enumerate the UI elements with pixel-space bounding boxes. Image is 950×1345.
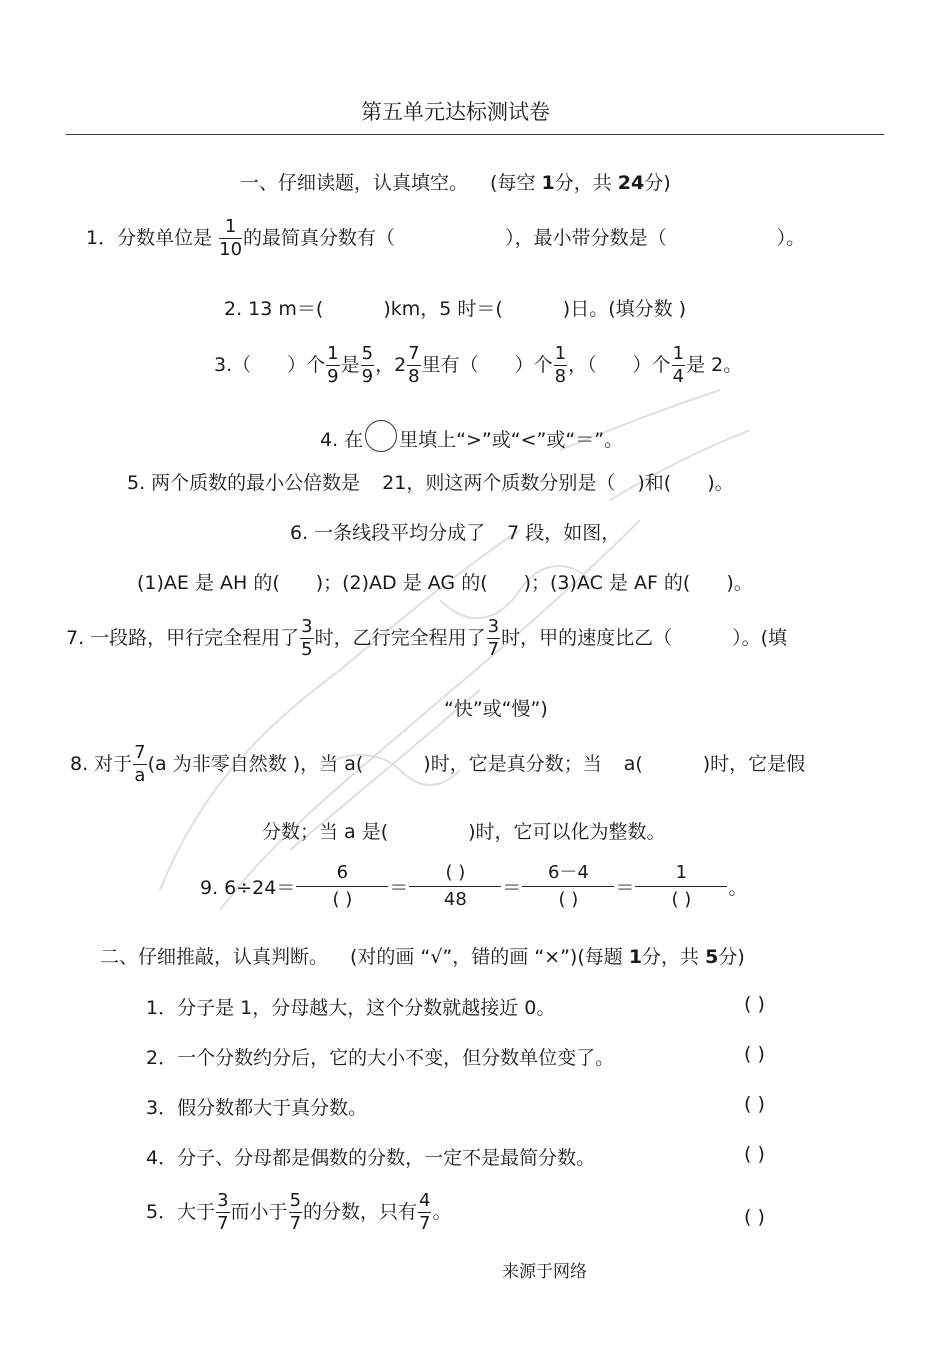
q9-fraction-1 (296, 864, 388, 909)
q3-fraction-5 (672, 345, 685, 386)
section1-points-open: (每空 (490, 172, 536, 194)
q3-t3: 是 (340, 354, 360, 376)
q7-t3: 时，甲的速度比乙（ (501, 627, 673, 649)
q9-fraction-2 (409, 864, 501, 909)
q3-fraction-4 (554, 345, 567, 386)
q3-f5-num: 1 (672, 343, 685, 364)
question-6-line-2 (137, 568, 753, 595)
question-5 (127, 468, 734, 495)
q9-f2-den: 48 (443, 889, 467, 910)
judge-item-5 (146, 1192, 452, 1233)
q4-t2: 里填上“>”或“<”或“＝”。 (399, 429, 624, 451)
q9-f3-den: ( ) (558, 889, 579, 910)
q2-text-1: 2. 13 m＝( (224, 298, 324, 320)
question-2 (224, 294, 686, 321)
q1-text-a: 的最简真分数有（ (243, 227, 396, 249)
j5-f1-den: 7 (217, 1213, 229, 1234)
q6-line2d: )。 (726, 572, 753, 594)
q3-f5-den: 4 (672, 366, 685, 387)
question-6-line-1 (290, 518, 620, 545)
q7-f1-num: 3 (301, 616, 313, 637)
q9-f4-den: ( ) (671, 889, 692, 910)
q9-eq-3: ＝ (615, 877, 635, 899)
section1-points-close: 分) (644, 172, 671, 194)
q3-t9: 是 2。 (686, 354, 743, 376)
q5-t2: 21，则这两个质数分别是（ (382, 472, 616, 494)
q8-fraction (133, 744, 146, 785)
q9-f3-num: 6－4 (522, 864, 614, 887)
q1-text-c: ）。 (776, 227, 806, 249)
question-8-line-2 (262, 817, 666, 844)
q6-line2a: (1)AE 是 AH 的( (137, 572, 280, 594)
q3-t7: ，（ (568, 354, 597, 376)
page-title: 第五单元达标测试卷 (361, 100, 550, 124)
q9-f1-num: 6 (296, 864, 388, 887)
q7-t2: 时，乙行完全程用了 (314, 627, 486, 649)
question-9 (200, 864, 747, 909)
q9-f4-num: 1 (635, 864, 727, 887)
judge-answer-4[interactable]: ( ) (744, 1143, 765, 1165)
judge-item-1: 1．分子是 1，分母越大，这个分数就越接近 0。 (146, 997, 556, 1019)
j5-fraction-3 (418, 1192, 431, 1233)
question-4 (320, 420, 623, 452)
j5-t2: 而小于 (230, 1201, 288, 1223)
j5-t1: 5．大于 (146, 1201, 216, 1223)
j5-f1-num: 3 (217, 1190, 229, 1211)
q3-f1-num: 1 (327, 343, 339, 364)
q3-fraction-1 (326, 345, 339, 386)
q3-f2-den: 9 (361, 366, 374, 387)
q8-f-num: 7 (134, 742, 146, 763)
q3-t1: 3.（ (214, 354, 252, 376)
q1-fraction (219, 218, 242, 259)
q7-t4: ）。(填 (732, 627, 788, 649)
q1-frac-den: 10 (219, 239, 243, 260)
section1-points-mid: 分，共 (554, 172, 612, 194)
j5-fraction-1 (216, 1192, 229, 1233)
q9-f2-num: ( ) (409, 864, 501, 887)
section1-points-b: 24 (617, 172, 645, 194)
q7-f2-num: 3 (487, 616, 500, 637)
q9-eq-1: ＝ (389, 877, 409, 899)
judge-item-4: 4．分子、分母都是偶数的分数，一定不是最简分数。 (146, 1147, 596, 1169)
judge-answer-3[interactable]: ( ) (744, 1093, 765, 1115)
q9-eq-2: ＝ (502, 877, 522, 899)
question-7-line-1 (66, 618, 787, 659)
judge-item-3: 3．假分数都大于真分数。 (146, 1097, 368, 1119)
q7-line2: “快”或“慢”) (444, 698, 548, 720)
q9-fraction-3 (522, 864, 614, 909)
question-3 (214, 345, 742, 386)
j5-t3: 的分数，只有 (303, 1201, 418, 1223)
section2-heading-text: 二、仔细推敲，认真判断。 (100, 946, 329, 968)
q6-line2c: )；(3)AC 是 AF 的( (523, 572, 691, 594)
section2-note-x: “×”)(每题 (534, 946, 623, 968)
judge-answer-5[interactable]: ( ) (744, 1206, 765, 1228)
q3-f3-den: 8 (408, 366, 420, 387)
q1-num: 1．分数单位是 (86, 227, 213, 249)
q3-f3-num: 7 (408, 343, 420, 364)
q2-text-3: )日。(填分数 ) (562, 298, 687, 320)
q3-f4-den: 8 (554, 366, 567, 387)
q8-line2a: 分数；当 a 是( (262, 821, 389, 843)
q3-f4-num: 1 (554, 343, 567, 364)
q6-line1b: 7 段，如图， (507, 522, 621, 544)
blank-circle-icon[interactable] (365, 420, 397, 452)
j5-f3-den: 7 (419, 1213, 431, 1234)
q3-t6: ）个 (514, 354, 553, 376)
judge-answer-1[interactable]: ( ) (744, 993, 765, 1015)
title-divider (66, 134, 884, 135)
section2-points-mid: 分，共 (642, 946, 700, 968)
j5-f2-den: 7 (289, 1213, 302, 1234)
section2-note-open: (对的画 (350, 946, 415, 968)
q3-fraction-2 (361, 345, 374, 386)
section1-points-a: 1 (541, 172, 555, 194)
q8-t3: )时，它是真分数；当 (423, 753, 602, 775)
section2-points-a: 1 (628, 946, 643, 968)
section2-points-close: 分) (718, 946, 745, 968)
q3-t5: 里有（ (421, 354, 479, 376)
j5-f2-num: 5 (289, 1190, 302, 1211)
j5-t4: 。 (432, 1201, 452, 1223)
q5-t3: )和( (637, 472, 672, 494)
q9-end: 。 (728, 877, 748, 899)
q3-f1-den: 9 (327, 366, 339, 387)
q3-fraction-3 (407, 345, 420, 386)
q4-t1: 4. 在 (320, 429, 364, 451)
q5-t1: 5. 两个质数的最小公倍数是 (127, 472, 361, 494)
q7-t1: 7. 一段路，甲行完全程用了 (66, 627, 300, 649)
q7-fraction-1 (300, 618, 313, 659)
q3-t8: ）个 (632, 354, 671, 376)
j5-f3-num: 4 (419, 1190, 431, 1211)
q8-t1: 8. 对于 (70, 753, 133, 775)
section2-note-check: “√”，错的画 (420, 946, 529, 968)
question-7-line-2 (444, 694, 548, 721)
q6-line1: 6. 一条线段平均分成了 (290, 522, 486, 544)
q8-line2b: )时，它可以化为整数。 (468, 821, 666, 843)
judge-answer-2[interactable]: ( ) (744, 1043, 765, 1065)
q9-f1-den: ( ) (332, 889, 353, 910)
q3-t4: ，2 (375, 354, 407, 376)
j5-fraction-2 (289, 1192, 302, 1233)
q7-fraction-2 (487, 618, 500, 659)
q2-text-2: )km，5 时＝( (383, 298, 503, 320)
q6-line2b: )；(2)AD 是 AG 的( (315, 572, 488, 594)
question-8-line-1 (70, 744, 805, 785)
q8-t5: )时，它是假 (702, 753, 806, 775)
section2-heading (100, 942, 745, 969)
q7-f1-den: 5 (301, 639, 313, 660)
footer-source: 来源于网络 (502, 1262, 587, 1282)
q1-text-b: ），最小带分数是（ (505, 227, 667, 249)
question-1 (86, 218, 805, 259)
q8-t2: (a 为非零自然数 )，当 a( (147, 753, 364, 775)
section2-points-b: 5 (705, 946, 719, 968)
q8-t4: a( (623, 753, 643, 775)
q8-f-den: a (134, 765, 146, 786)
q7-f2-den: 7 (487, 639, 500, 660)
section1-heading-text: 一、仔细读题，认真填空。 (240, 172, 469, 194)
q5-t4: )。 (707, 472, 734, 494)
section1-heading (240, 168, 671, 195)
q9-t1: 9. 6÷24＝ (200, 877, 296, 899)
q9-fraction-4 (635, 864, 727, 909)
q1-frac-num: 1 (219, 218, 242, 239)
q3-f2-num: 5 (361, 343, 374, 364)
q3-t2: ）个 (287, 354, 326, 376)
judge-item-2: 2．一个分数约分后，它的大小不变，但分数单位变了。 (146, 1047, 615, 1069)
